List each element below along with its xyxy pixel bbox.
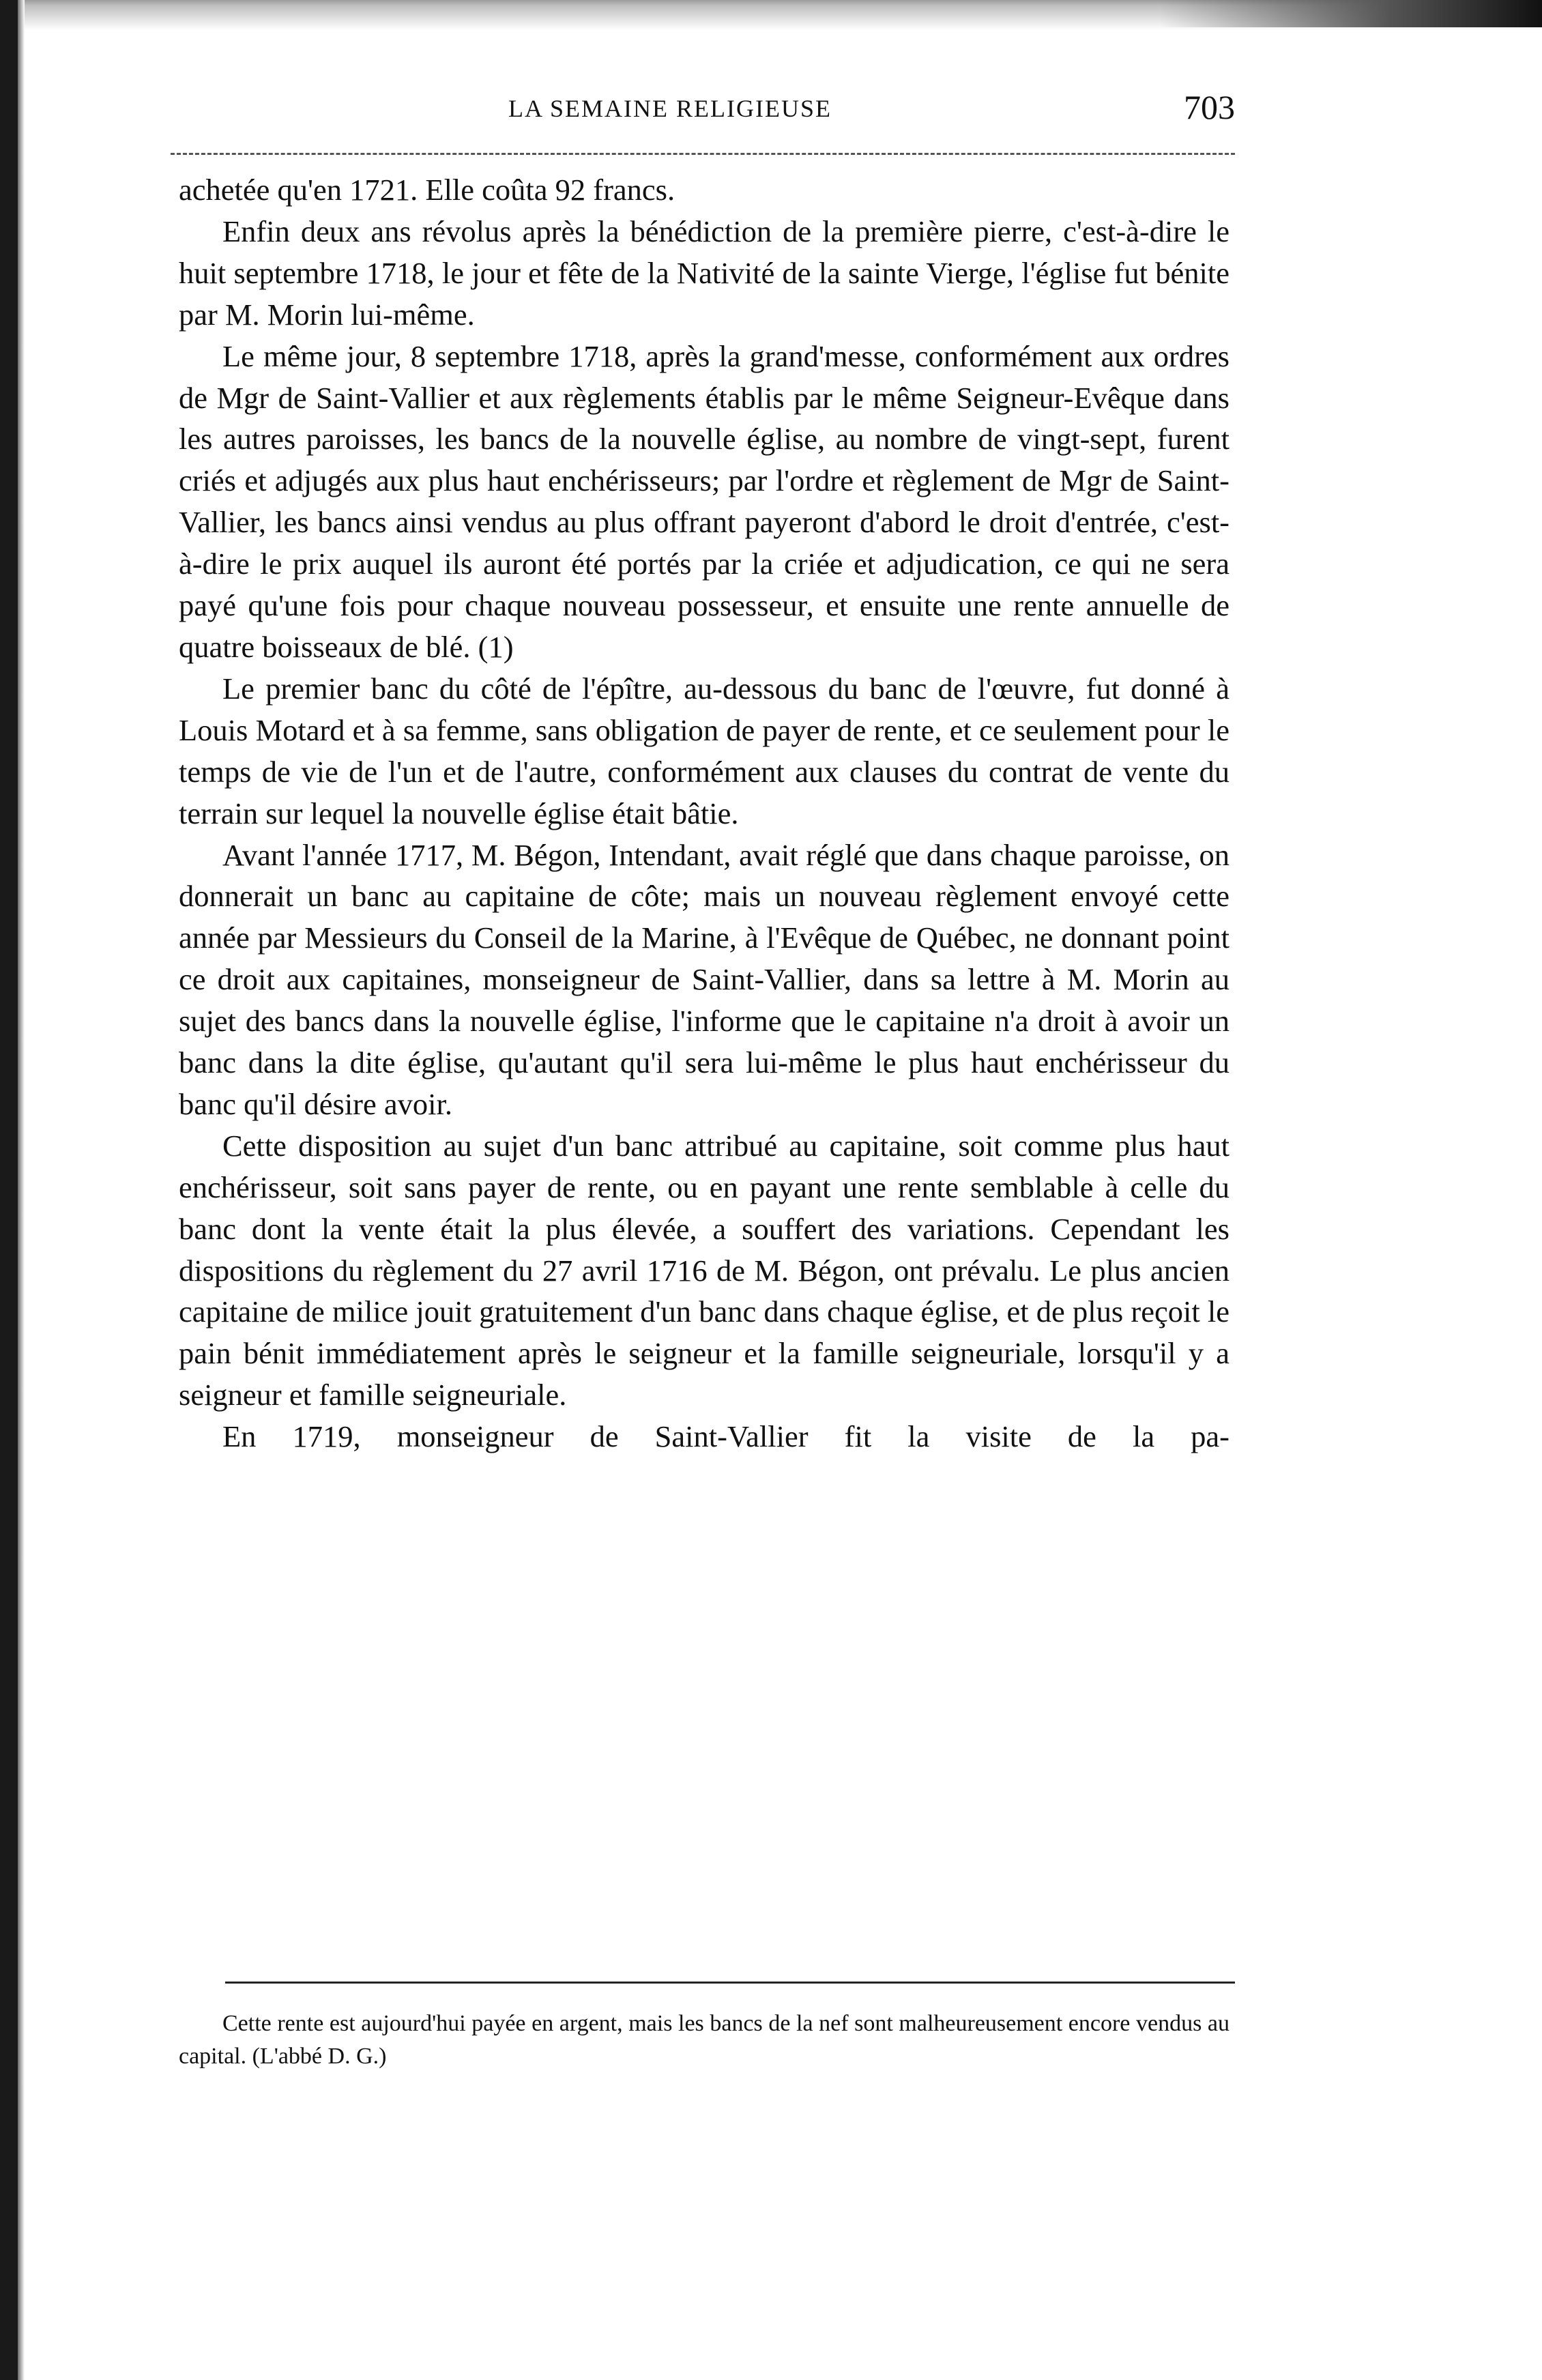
header-rule (171, 153, 1235, 155)
page-number: 703 (1184, 88, 1235, 126)
scan-left-edge (0, 0, 18, 2380)
footnote-rule (225, 1982, 1235, 1984)
paragraph: Enfin deux ans révolus après la bénédiction de la première pierre, c'est-à-dire le huit septembre 1718, le jour et fête de la Nativité de la sainte Vierge, l'église fut bénite par M. Morin lui-même. (179, 214, 1230, 332)
paragraph: Le même jour, 8 septembre 1718, après la grand'messe, conformément aux ordres de Mgr de Saint-Vallier et aux règlements établis par le même Seigneur-Evêque dans les autres paroisses, les bancs de la nouvelle église, au nombre de vingt-sept, furent criés et adjugés aux plus haut enchérisseurs; par l'ordre et règlement de Mgr de Saint-Vallier, les bancs ainsi vendus au plus offrant payeront d'abord le droit d'entrée, c'est-à-dire le prix auquel ils auront été portés par la criée et adjudication, ce qui ne sera payé qu'une fois pour chaque nouveau possesseur, et ensuite une rente annuelle de quatre boisseaux de blé. (1) (179, 338, 1230, 664)
paragraph: Avant l'année 1717, M. Bégon, Intendant, avait réglé que dans chaque paroisse, on donnerait un banc au capitaine de côte; mais un nouveau règlement envoyé cette année par Messieurs du Conseil de la Marine, à l'Evêque de Québec, ne donnant point ce droit aux capitaines, monseigneur de Saint-Vallier, dans sa lettre à M. Morin au sujet des bancs dans la nouvelle église, l'informe que le capitaine n'a droit à avoir un banc dans la dite église, qu'autant qu'il sera lui-même le plus haut enchérisseur du banc qu'il désire avoir. (179, 837, 1230, 1121)
paragraph: Cette disposition au sujet d'un banc attribué au capitaine, soit comme plus haut enchérisseur, soit sans payer de rente, ou en payant une rente semblable à celle du banc dont la vente était la plus élevée, a souffert des variations. Cependant les dispositions du règlement du 27 avril 1716 de M. Bégon, ont prévalu. Le plus ancien capitaine de milice jouit gratuitement d'un banc dans chaque église, et de plus reçoit le pain bénit immédiatement après le seigneur et la famille seigneuriale, lorsqu'il y a seigneur et famille seigneuriale. (179, 1128, 1230, 1412)
paragraph: achetée qu'en 1721. Elle coûta 92 francs. (179, 173, 675, 207)
running-head: LA SEMAINE RELIGIEUSE (508, 95, 832, 122)
page-header (171, 87, 1235, 135)
paragraph: Le premier banc du côté de l'épître, au-dessous du banc de l'œuvre, fut donné à Louis Motard et à sa femme, sans obligation de payer de rente, et ce seulement pour le temps de vie de l'un et de l'autre, conformément aux clauses du contrat de vente du terrain sur lequel la nouvelle église était bâtie. (179, 671, 1230, 830)
paragraph: En 1719, monseigneur de Saint-Vallier fit la visite de la pa- (222, 1419, 1230, 1454)
body-text (179, 169, 1230, 1457)
footnote: Cette rente est aujourd'hui payée en argent, mais les bancs de la nef sont malheureusement encore vendus au capital. (L'abbé D. G.) (179, 2011, 1230, 2069)
scan-left-shadow (18, 0, 25, 2380)
scan-top-shadow (1160, 0, 1542, 27)
